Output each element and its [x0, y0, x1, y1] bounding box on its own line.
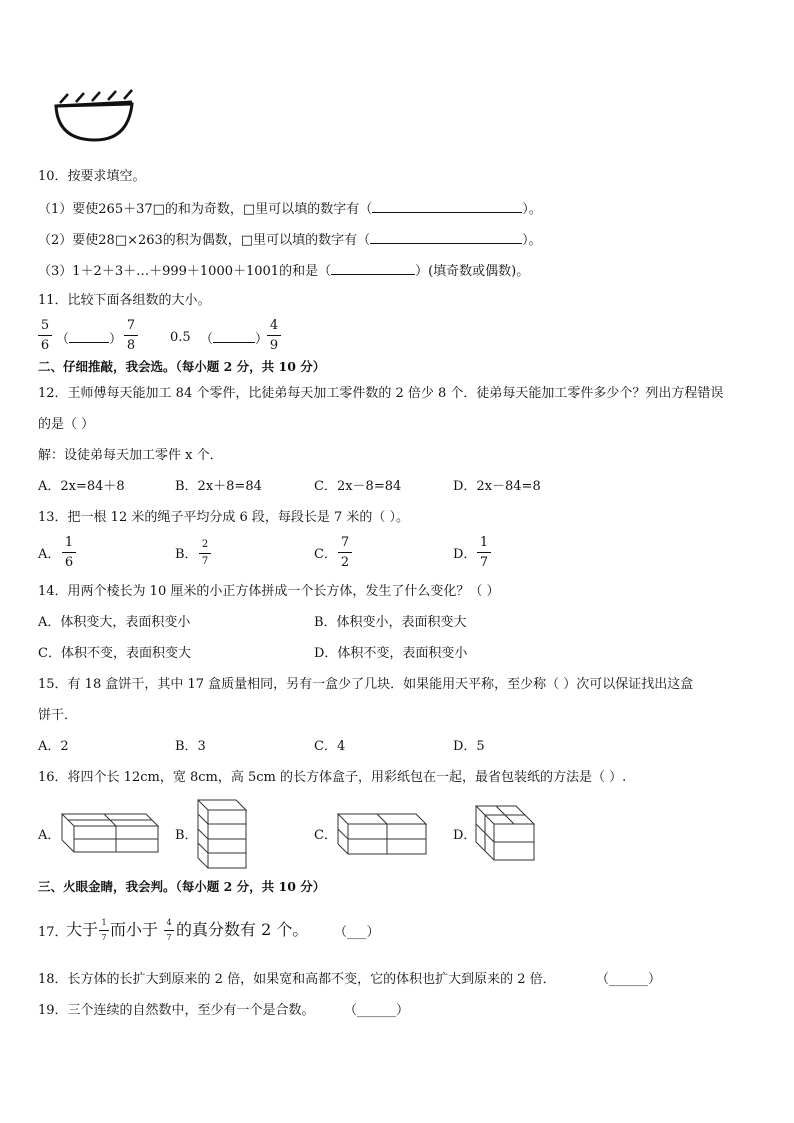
q15-option-b[interactable]: B．3 — [175, 739, 206, 754]
q15-option-c[interactable]: C．4 — [314, 739, 346, 754]
answer-blank[interactable] — [213, 331, 255, 343]
q17-text-1: 大于 — [66, 920, 99, 939]
q17-text-3: 的真分数有 2 个。 — [176, 920, 309, 939]
q11-fraction-3 — [267, 318, 281, 353]
q13-option-b-fraction: 2 7 — [199, 539, 211, 568]
q16-text: 16．将四个长 12cm，宽 8cm，高 5cm 的长方体盒子，用彩纸包在一起，最省包装纸的方法是（ ）. — [38, 770, 627, 785]
q16-box-arrangement-d-icon — [476, 806, 536, 862]
numerator: 5 — [40, 318, 50, 333]
q18-answer-paren[interactable]: （______） — [596, 972, 662, 987]
q14-option-b[interactable]: B．体积变小，表面积变大 — [314, 615, 467, 630]
q16-option-b[interactable]: B． — [175, 828, 198, 843]
numerator: 4 — [269, 318, 279, 333]
q19-text: 19．三个连续的自然数中，至少有一个是合数。 — [38, 1003, 315, 1018]
numerator: 7 — [126, 318, 136, 333]
q19-answer-paren[interactable]: （______） — [344, 1003, 410, 1018]
answer-blank[interactable] — [370, 232, 522, 244]
denominator: 8 — [126, 338, 136, 353]
q12-line1: 12．王师傅每天能加工 84 个零件，比徒弟每天加工零件数的 2 倍少 8 个．徒弟每天能加工零件多少个？列出方程错误 — [38, 386, 724, 401]
q10-part2 — [38, 232, 542, 247]
denominator: 9 — [269, 338, 279, 353]
q10-part3-text: （3）1＋2＋3＋…＋999＋1000＋1001的和是（ — [38, 264, 332, 279]
q13-option-c[interactable]: C． — [314, 547, 337, 562]
q10-part1-text: （1）要使265＋37□的和为奇数，□里可以填的数字有（ — [38, 202, 373, 217]
q16-option-c[interactable]: C． — [314, 828, 337, 843]
q16-option-a[interactable]: A． — [38, 828, 61, 843]
section-3-heading: 三、火眼金睛，我会判。（每小题 2 分，共 10 分） — [38, 879, 326, 894]
bowl-sketch-icon — [50, 88, 140, 148]
q10-part1-end: ）。 — [522, 202, 542, 217]
q10-title: 10．按要求填空。 — [38, 169, 146, 184]
q13-option-a-fraction: 1 6 — [62, 535, 76, 570]
q14-text: 14．用两个棱长为 10 厘米的小正方体拼成一个长方体，发生了什么变化？（ ） — [38, 584, 500, 599]
q12-option-a[interactable]: A．2x=84＋8 — [38, 479, 125, 494]
q12-option-c[interactable]: C．2x－8=84 — [314, 479, 402, 494]
section-2-heading: 二、仔细推敲，我会选。（每小题 2 分，共 10 分） — [38, 359, 326, 374]
q14-option-a[interactable]: A．体积变大，表面积变小 — [38, 615, 191, 630]
q14-option-d[interactable]: D．体积不变，表面积变小 — [314, 646, 468, 661]
q10-part2-text: （2）要使28□×263的积为偶数，□里可以填的数字有（ — [38, 233, 371, 248]
q10-part3 — [38, 263, 529, 278]
q12-line2: 的是（ ） — [38, 417, 95, 432]
q15-line2: 饼干． — [38, 708, 78, 723]
q15-line1: 15．有 18 盒饼干，其中 17 盒质量相同，另有一盒少了几块．如果能用天平称，至少称（ ）次可以保证找出这盒 — [38, 677, 694, 692]
q17-fraction-1: 1 7 — [99, 918, 109, 943]
answer-blank[interactable] — [69, 331, 109, 343]
q11-fraction-1 — [38, 318, 52, 353]
q11-compare-1: （ ） — [56, 332, 123, 347]
q17-number: 17． — [38, 925, 68, 940]
q17-text-2: 而小于 — [110, 920, 159, 939]
q13-option-d[interactable]: D． — [453, 547, 477, 562]
q13-text: 13．把一根 12 米的绳子平均分成 6 段，每段长是 7 米的（ ）。 — [38, 510, 410, 525]
q13-option-c-fraction: 7 2 — [338, 535, 352, 570]
q13-option-a[interactable]: A． — [38, 547, 61, 562]
q11-title: 11．比较下面各组数的大小。 — [38, 293, 211, 308]
q18-text: 18．长方体的长扩大到原来的 2 倍，如果宽和高都不变，它的体积也扩大到原来的 2 倍． — [38, 972, 556, 987]
q12-option-b[interactable]: B．2x＋8=84 — [175, 479, 262, 494]
answer-blank[interactable] — [372, 201, 522, 213]
answer-blank[interactable] — [331, 263, 415, 275]
q12-option-d[interactable]: D．2x－84=8 — [453, 479, 541, 494]
q15-option-d[interactable]: D．5 — [453, 739, 485, 754]
q10-part1 — [38, 201, 542, 216]
q11-compare-2: （ ） — [200, 332, 269, 347]
q11-decimal: 0.5 — [170, 330, 191, 345]
denominator: 6 — [40, 338, 50, 353]
q16-box-arrangement-a-icon — [62, 814, 160, 856]
q16-box-arrangement-c-icon — [338, 814, 428, 856]
q13-option-d-fraction: 1 7 — [477, 535, 491, 570]
q16-box-arrangement-b-icon — [198, 800, 248, 870]
q16-option-d[interactable]: D． — [453, 828, 477, 843]
q14-option-c[interactable]: C．体积不变，表面积变大 — [38, 646, 191, 661]
q10-part2-end: ）。 — [522, 233, 542, 248]
q11-fraction-2 — [124, 318, 138, 353]
q10-part3-end: ）(填奇数或偶数)。 — [415, 264, 530, 279]
q17-answer-paren[interactable]: （___） — [334, 925, 380, 940]
q12-solution: 解：设徒弟每天加工零件 x 个． — [38, 448, 223, 463]
q13-option-b[interactable]: B． — [175, 547, 198, 562]
q17-fraction-2: 4 7 — [164, 918, 174, 943]
q15-option-a[interactable]: A．2 — [38, 739, 69, 754]
